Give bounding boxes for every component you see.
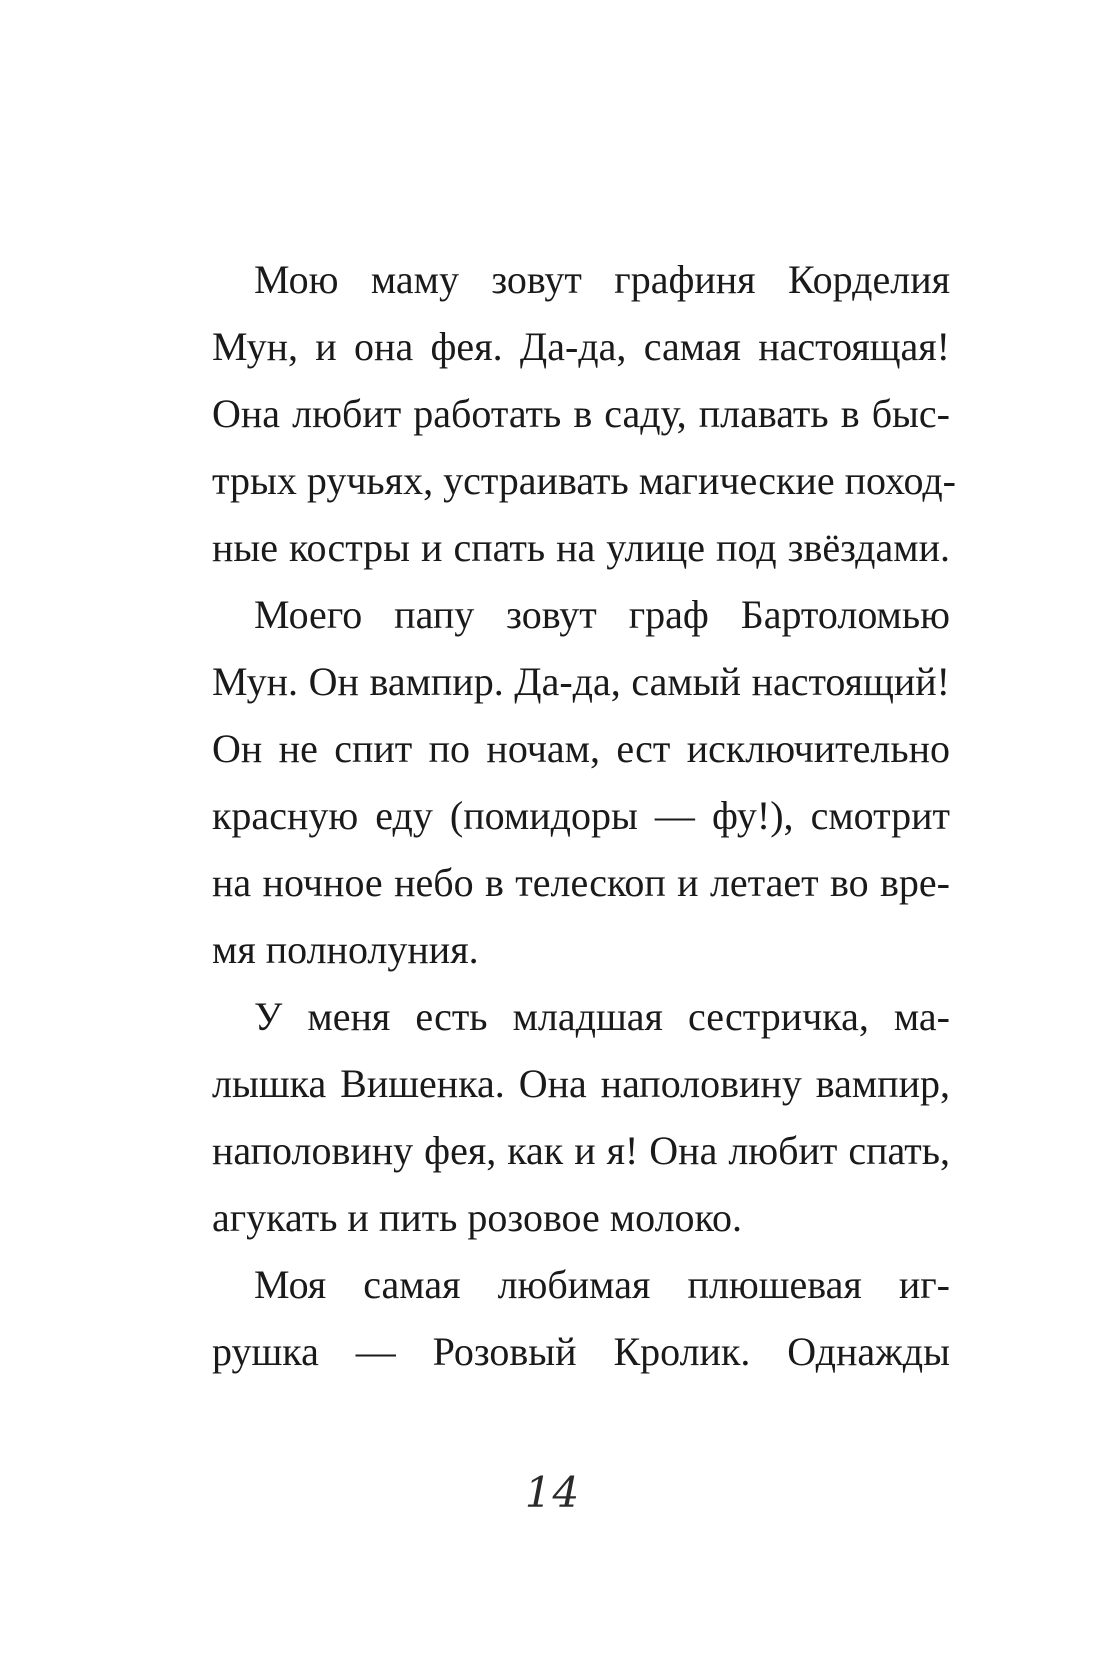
text-line: рушка — Розовый Кролик. Однажды xyxy=(212,1329,950,1374)
text-line: Мою маму зовут графиня Корделия xyxy=(254,257,950,302)
page-number: 14 xyxy=(524,1468,581,1517)
text-line: на ночное небо в телескоп и летает во вре- xyxy=(212,860,950,905)
text-line: агукать и пить розовое молоко. xyxy=(212,1195,742,1240)
text-line: Моего папу зовут граф Бартоломью xyxy=(254,592,950,637)
text-line: наполовину фея, как и я! Она любит спать, xyxy=(212,1128,950,1173)
text-line: Она любит работать в саду, плавать в быс- xyxy=(212,391,950,436)
text-line: Моя самая любимая плюшевая иг- xyxy=(254,1262,950,1307)
text-line: Мун, и она фея. Да-да, самая настоящая! xyxy=(212,324,950,369)
text-line: красную еду (помидоры — фу!), смотрит xyxy=(212,793,950,838)
text-line: трых ручьях, устраивать магические поход- xyxy=(212,458,956,503)
paragraph-toy xyxy=(212,1251,950,1385)
text-line: Мун. Он вампир. Да-да, самый настоящий! xyxy=(212,659,950,704)
text-line: мя полнолуния. xyxy=(212,927,479,972)
text-line: ные костры и спать на улице под звёздами. xyxy=(212,525,950,570)
body-text xyxy=(212,246,956,1385)
paragraph-sister xyxy=(212,983,950,1251)
paragraph-father xyxy=(212,581,950,983)
text-line: У меня есть младшая сестричка, ма- xyxy=(254,994,950,1039)
text-line: Он не спит по ночам, ест исключительно xyxy=(212,726,950,771)
paragraph-mother xyxy=(212,246,956,581)
text-line: лышка Вишенка. Она наполовину вампир, xyxy=(212,1061,950,1106)
